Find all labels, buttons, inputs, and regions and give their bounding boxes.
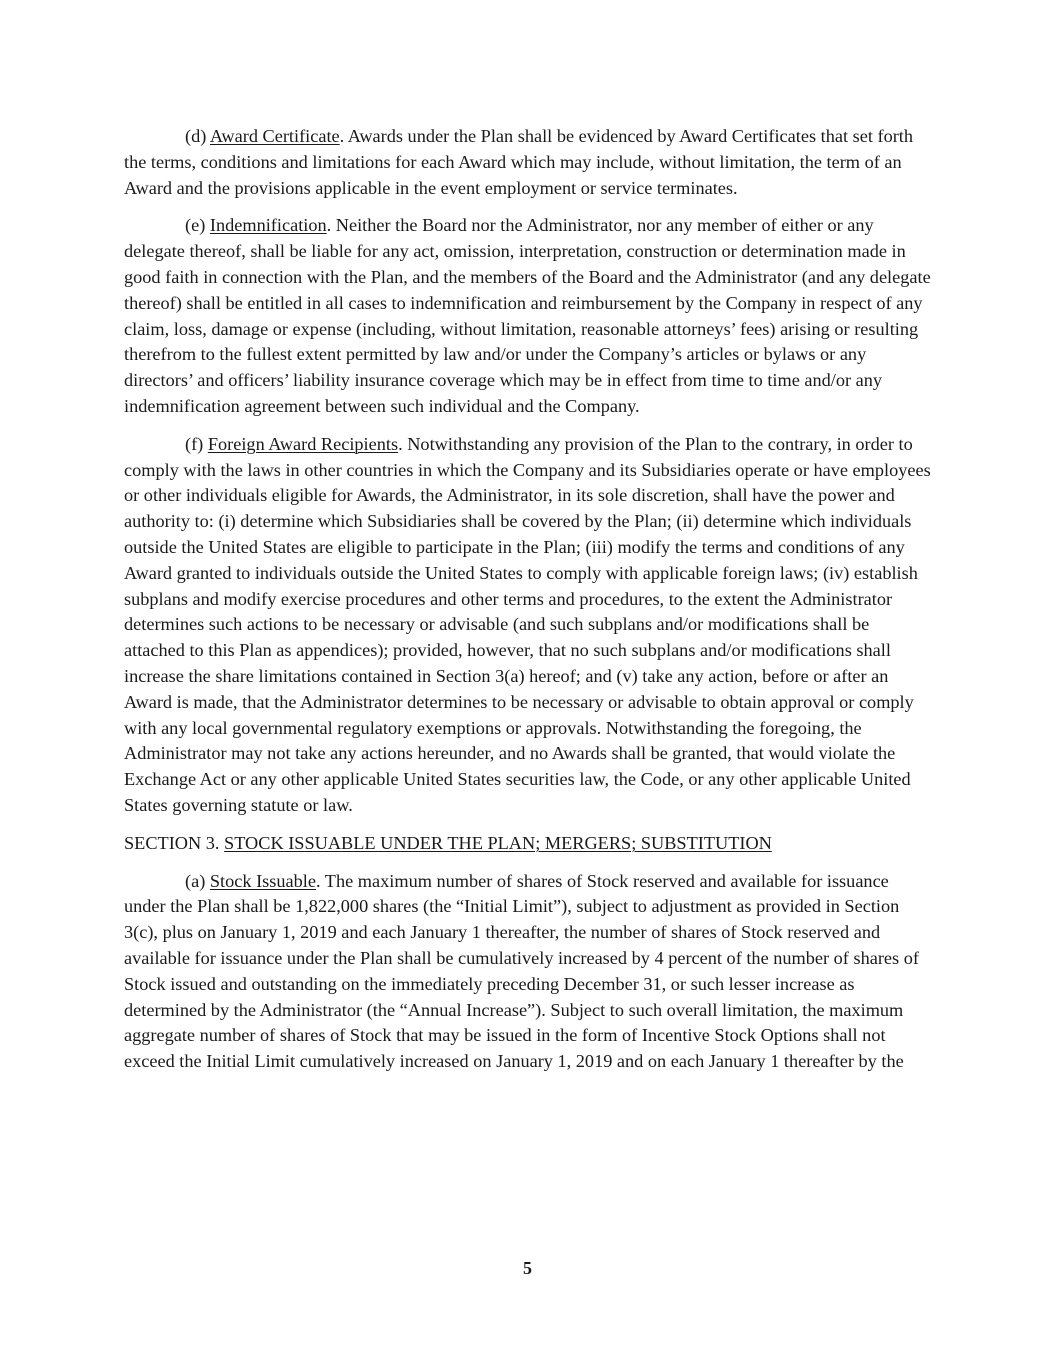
document-page (124, 124, 932, 1087)
paragraph-title-award-certificate: Award Certificate (209, 126, 340, 146)
paragraph-label: (f) (185, 433, 208, 454)
paragraph-title-indemnification: Indemnification (209, 215, 327, 236)
paragraph-foreign-award-recipients (124, 432, 932, 819)
paragraph-body: . Awards under the Plan shall be evidenced by Award Certificates that set forth the terms, conditions and limitations for each Award which may include, without limitation, the term of an Award and the provisions applicable in the event employment or service terminates. (124, 126, 914, 198)
paragraph-body: . Notwithstanding any provision of the Plan to the contrary, in order to comply with the laws in other countries in which the Company and its Subsidiaries operate or have employees or other individuals eligible for Awards, the Administrator, in its sole discretion, shall have the power and authority to: (i) determine which Subsidiaries shall be covered by the Plan; (ii) determine which individuals outside the United States are eligible to participate in the Plan; (iii) modify the terms and conditions of any Award granted to individuals outside the United States to comply with applicable foreign laws; (iv) establish subplans and modify exercise procedures and other terms and procedures, to the extent the Administrator determines such actions to be necessary or advisable (and such subplans and/or modifications shall be attached to this Plan as appendices); provided, however, that no such subplans and/or modifications shall increase the share limitations contained in Section 3(a) hereof; and (v) take any action, before or after an Award is made, that the Administrator determines to be necessary or advisable to obtain approval or comply with any local governmental regulatory exemptions or approvals. Notwithstanding the foregoing, the Administrator may not take any actions hereunder, and no Awards shall be granted, that would violate the Exchange Act or any other applicable United States securities law, the Code, or any other applicable United States governing statute or law. (124, 433, 931, 815)
section-3-heading (124, 831, 932, 857)
paragraph-award-certificate (124, 124, 932, 201)
section-heading-prefix: SECTION 3. (124, 832, 225, 853)
paragraph-body: . Neither the Board nor the Administrator, nor any member of either or any delegate thereof, shall be liable for any act, omission, interpretation, construction or determination made in good faith in connection with the Plan, and the members of the Board and the Administrator (and any delegate thereof) shall be entitled in all cases to indemnification and reimbursement by the Company in respect of any claim, loss, damage or expense (including, without limitation, reasonable attorneys’ fees) arising or resulting therefrom to the fullest extent permitted by law and/or under the Company’s articles or bylaws or any directors’ and officers’ liability insurance coverage which may be in effect from time to time and/or any indemnification agreement between such individual and the Company. (124, 215, 931, 416)
paragraph-title-foreign-award-recipients: Foreign Award Recipients (207, 433, 399, 454)
paragraph-stock-issuable (124, 869, 932, 1075)
paragraph-label: (e) (185, 215, 210, 236)
paragraph-label: (d) (185, 126, 210, 146)
paragraph-indemnification (124, 213, 932, 419)
paragraph-label: (a) (185, 870, 210, 891)
section-heading-title: STOCK ISSUABLE UNDER THE PLAN; MERGERS; SUBSTITUTION (224, 832, 772, 853)
paragraph-body: . The maximum number of shares of Stock reserved and available for issuance under the Plan shall be 1,822,000 shares (the “Initial Limit”), subject to adjustment as provided in Section 3(c), plus on January 1, 2019 and each January 1 thereafter, the number of shares of Stock reserved and available for issuance under the Plan shall be cumulatively increased by 4 percent of the number of shares of Stock issued and outstanding on the immediately preceding December 31, or such lesser increase as determined by the Administrator (the “Annual Increase”). Subject to such overall limitation, the maximum aggregate number of shares of Stock that may be issued in the form of Incentive Stock Options shall not exceed the Initial Limit cumulatively increased on January 1, 2019 and on each January 1 thereafter by the (124, 870, 919, 1072)
page-number: 5 (523, 1258, 532, 1278)
paragraph-title-stock-issuable: Stock Issuable (209, 870, 316, 891)
